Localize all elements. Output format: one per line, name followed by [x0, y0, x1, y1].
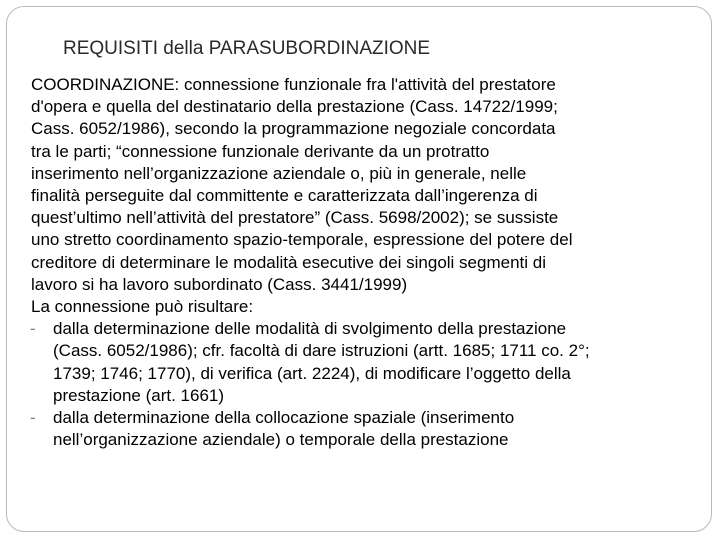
coordinazione-line: lavoro si ha lavoro subordinato (Cass. 3441/1999): [31, 274, 408, 294]
coordinazione-paragraph: [31, 74, 699, 296]
slide-body: [31, 74, 699, 451]
dash-bullet-icon: -: [30, 408, 36, 428]
connessione-intro-text: La connessione può risultare:: [31, 297, 254, 317]
bullet-line: 1739; 1746; 1770), di verifica (art. 2224), di modificare l’oggetto della: [53, 363, 571, 383]
bullet-line: dalla determinazione della collocazione spaziale (inserimento: [53, 408, 515, 428]
bullet-line: dalla determinazione delle modalità di svolgimento della prestazione: [53, 319, 567, 339]
coordinazione-line: uno stretto coordinamento spazio-temporale, espressione del potere del: [31, 230, 573, 250]
bullet-line: prestazione (art. 1661): [53, 385, 225, 405]
coordinazione-line: quest’ultimo nell’attività del prestatore” (Cass. 5698/2002); se sussiste: [31, 208, 559, 228]
slide-title: REQUISITI della PARASUBORDINAZIONE: [63, 38, 431, 59]
bullet-item: [31, 407, 699, 451]
bullet-item: [31, 318, 699, 407]
coordinazione-line: tra le parti; “connessione funzionale derivante da un protratto: [31, 141, 490, 161]
coordinazione-line: COORDINAZIONE: connessione funzionale fra l'attività del prestatore: [31, 75, 556, 94]
bullet-line: (Cass. 6052/1986); cfr. facoltà di dare istruzioni (artt. 1685; 1711 co. 2°;: [53, 341, 590, 361]
coordinazione-line: Cass. 6052/1986), secondo la programmazione negoziale concordata: [31, 119, 556, 139]
coordinazione-line: creditore di determinare le modalità esecutive dei singoli segmenti di: [31, 252, 546, 272]
dash-bullet-icon: -: [30, 319, 36, 339]
coordinazione-line: d'opera e quella del destinatario della prestazione (Cass. 14722/1999;: [31, 97, 558, 117]
bullet-line: nell’organizzazione aziendale) o temporale della prestazione: [53, 430, 509, 450]
coordinazione-line: finalità perseguite dal committente e caratterizzata dall’ingerenza di: [31, 186, 538, 206]
connessione-intro: [31, 296, 699, 318]
coordinazione-line: inserimento nell’organizzazione aziendale o, più in generale, nelle: [31, 163, 527, 183]
